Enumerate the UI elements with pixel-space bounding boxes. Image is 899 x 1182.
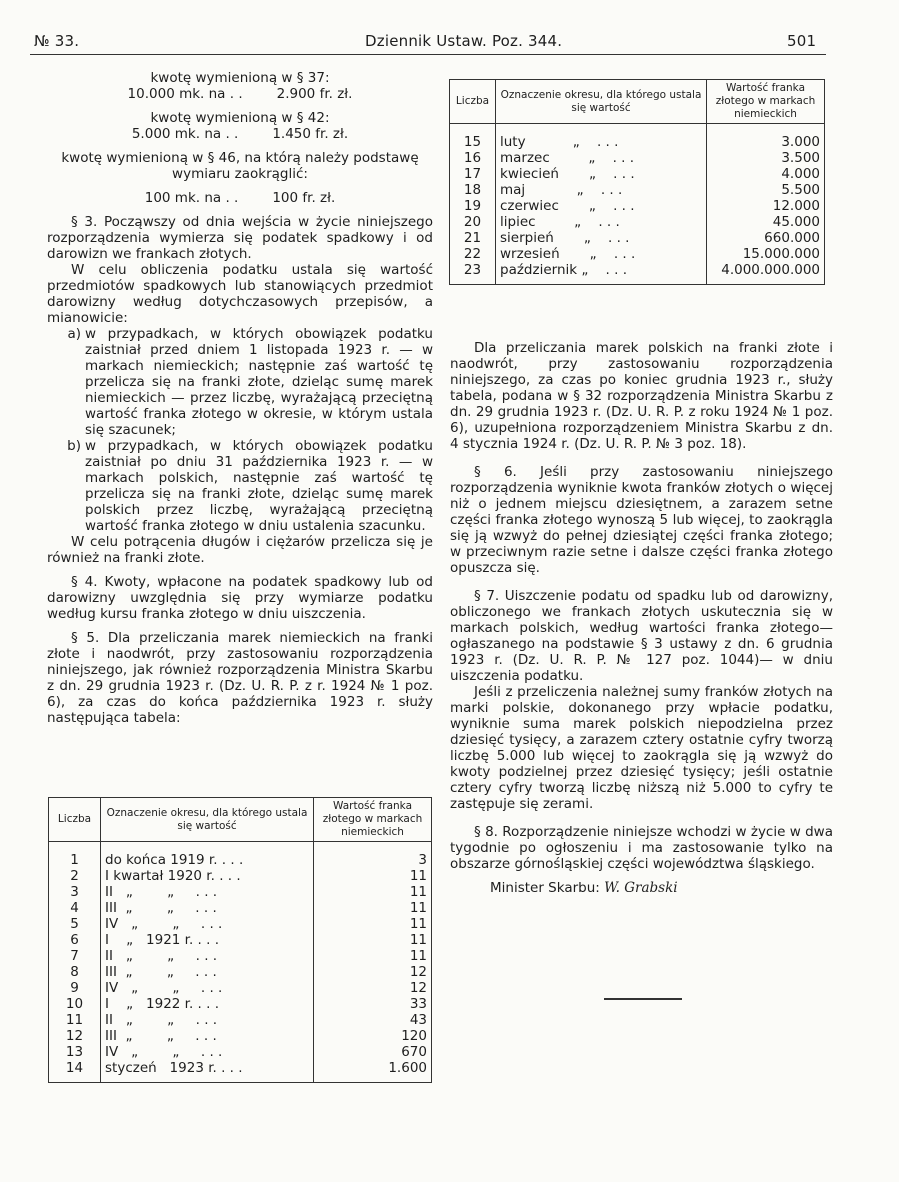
row-period: II „ „ . . . [101, 948, 314, 964]
list-item-a [47, 326, 433, 438]
conversion-table-1 [48, 797, 432, 1083]
row-period: lipiec „ . . . [496, 214, 707, 230]
left-column [47, 70, 433, 726]
row-value: 120 [314, 1028, 432, 1044]
row-period: luty „ . . . [496, 124, 707, 151]
row-value: 11 [314, 868, 432, 884]
row-period: III „ „ . . . [101, 1028, 314, 1044]
row-period: styczeń 1923 r. . . . [101, 1060, 314, 1083]
row-period: I „ 1921 r. . . . [101, 932, 314, 948]
list-item-b [47, 438, 433, 534]
row-number: 1 [49, 842, 101, 869]
amount-row-s42 [47, 126, 433, 142]
page-number: 501 [787, 32, 817, 50]
conversion-table-2 [449, 79, 825, 285]
amount-francs: 1.450 fr. zł. [272, 126, 349, 142]
list-text: w przypadkach, w których obowiązek podatku zaistniał po dniu 31 października 1923 r. — w markach polskich, następnie zaś wartość tę przelicza się na franki złote, dzieląc sumę marek polskich przez liczbę, wyrażającą przeciętną wartość franka złotego w dniu ustalenia szacunku. [85, 438, 433, 534]
row-period: III „ „ . . . [101, 964, 314, 980]
table-row [49, 916, 432, 932]
row-value: 3.500 [707, 150, 825, 166]
signature [490, 880, 833, 896]
row-value: 5.500 [707, 182, 825, 198]
row-value: 33 [314, 996, 432, 1012]
table-row [49, 996, 432, 1012]
row-value: 660.000 [707, 230, 825, 246]
paragraph-5b: Dla przeliczania marek polskich na franki złote i naodwrót, przy zastosowaniu rozporządzenia niniejszego, za czas po koniec grudnia 1923 r., służy tabela, podana w § 32 rozporządzenia Ministra Skarbu z dn. 29 grudnia 1923 r. (Dz. U. R. P. z roku 1924 № 1 poz. 6), uzupełniona rozporządzeniem Ministra Skarbu z dn. 4 stycznia 1924 r. (Dz. U. R. P. № 3 poz. 18). [450, 340, 833, 452]
row-number: 6 [49, 932, 101, 948]
table-row [450, 246, 825, 262]
paragraph-7: § 7. Uiszczenie podatu od spadku lub od darowizny, obliczonego we frankach złotych uskutecznia się w markach polskich, według wartości franka złotego—ogłaszanego na podstawie § 3 ustawy z dn. 6 grudnia 1923 r. (Dz. U. R. P. № 127 poz. 1044)— w dniu uiszczenia podatku. [450, 588, 833, 684]
row-period: czerwiec „ . . . [496, 198, 707, 214]
row-value: 12 [314, 964, 432, 980]
table-row [450, 166, 825, 182]
table-row [450, 214, 825, 230]
row-period: IV „ „ . . . [101, 980, 314, 996]
row-number: 9 [49, 980, 101, 996]
row-value: 11 [314, 884, 432, 900]
row-period: kwiecień „ . . . [496, 166, 707, 182]
row-number: 20 [450, 214, 496, 230]
row-value: 11 [314, 916, 432, 932]
row-value: 12 [314, 980, 432, 996]
table-row [49, 884, 432, 900]
table-row [49, 842, 432, 869]
row-period: marzec „ . . . [496, 150, 707, 166]
amount-marks: 10.000 mk. na . . [127, 86, 243, 102]
row-period: II „ „ . . . [101, 1012, 314, 1028]
right-column [450, 340, 833, 896]
signature-name: W. Grabski [604, 880, 678, 896]
row-number: 19 [450, 198, 496, 214]
table-row [49, 868, 432, 884]
end-divider [604, 998, 682, 1000]
row-period: październik „ . . . [496, 262, 707, 285]
row-number: 11 [49, 1012, 101, 1028]
table-row [450, 198, 825, 214]
row-value: 11 [314, 900, 432, 916]
row-number: 5 [49, 916, 101, 932]
journal-title: Dziennik Ustaw. Poz. 344. [365, 32, 563, 50]
amount-row-s46 [47, 190, 433, 206]
header-divider [30, 54, 826, 55]
header-number: Liczba [450, 80, 496, 124]
row-value: 4.000 [707, 166, 825, 182]
list-text: w przypadkach, w których obowiązek podatku zaistniał przed dniem 1 listopada 1923 r. — w markach niemieckich; następnie zaś wartość tę przelicza się na franki złote, dzieląc sumę marek niemieckich — przez liczbę, wyrażającą przeciętną wartość franka złotego w okresie, w którym ustala się szacunek; [85, 326, 433, 438]
table-row [450, 124, 825, 151]
header-period: Oznaczenie okresu, dla którego ustala się wartość [101, 798, 314, 842]
row-period: II „ „ . . . [101, 884, 314, 900]
row-value: 670 [314, 1044, 432, 1060]
list-label: a) [67, 326, 81, 342]
row-period: III „ „ . . . [101, 900, 314, 916]
table-row [49, 932, 432, 948]
table-row [49, 1044, 432, 1060]
table-row [49, 948, 432, 964]
amount-marks: 100 mk. na . . [144, 190, 239, 206]
row-value: 45.000 [707, 214, 825, 230]
row-value: 4.000.000.000 [707, 262, 825, 285]
header-period: Oznaczenie okresu, dla którego ustala się wartość [496, 80, 707, 124]
row-period: I „ 1922 r. . . . [101, 996, 314, 1012]
amount-heading-s46: kwotę wymienioną w § 46, na którą należy podstawę wymiaru zaokrąglić: [61, 150, 419, 182]
row-number: 2 [49, 868, 101, 884]
table-row [450, 230, 825, 246]
row-number: 13 [49, 1044, 101, 1060]
amount-heading-s42: kwotę wymienioną w § 42: [150, 110, 330, 126]
row-number: 21 [450, 230, 496, 246]
row-number: 12 [49, 1028, 101, 1044]
table-header-row [49, 798, 432, 842]
table-row [49, 1012, 432, 1028]
paragraph-3b: W celu obliczenia podatku ustala się wartość przedmiotów spadkowych lub stanowiących przedmiot darowizny według dotychczasowych przepisów, a mianowicie: [47, 262, 433, 326]
paragraph-5: § 5. Dla przeliczania marek niemieckich na franki złote i naodwrót, przy zastosowaniu rozporządzenia niniejszego, jak również rozporządzenia Ministra Skarbu z dn. 29 grudnia 1923 r. (Dz. U. R. P. z r. 1924 № 1 poz. 6), za czas do końca października 1923 r. służy następująca tabela: [47, 630, 433, 726]
row-value: 3 [314, 842, 432, 869]
row-number: 14 [49, 1060, 101, 1083]
paragraph-4: § 4. Kwoty, wpłacone na podatek spadkowy lub od darowizny uwzględnia się przy wymiarze podatku według kursu franka złotego w dniu uiszczenia. [47, 574, 433, 622]
row-number: 4 [49, 900, 101, 916]
row-number: 8 [49, 964, 101, 980]
table-header-row [450, 80, 825, 124]
amount-francs: 2.900 fr. zł. [276, 86, 353, 102]
row-period: do końca 1919 r. . . . [101, 842, 314, 869]
row-value: 43 [314, 1012, 432, 1028]
header-number: Liczba [49, 798, 101, 842]
row-number: 23 [450, 262, 496, 285]
amount-row-s37 [47, 86, 433, 102]
row-value: 11 [314, 948, 432, 964]
amount-marks: 5.000 mk. na . . [131, 126, 239, 142]
row-number: 16 [450, 150, 496, 166]
table-row [49, 900, 432, 916]
row-period: IV „ „ . . . [101, 1044, 314, 1060]
issue-number: № 33. [34, 32, 80, 50]
row-number: 18 [450, 182, 496, 198]
row-number: 3 [49, 884, 101, 900]
row-period: sierpień „ . . . [496, 230, 707, 246]
amount-heading-s37: kwotę wymienioną w § 37: [150, 70, 330, 86]
amount-francs: 100 fr. zł. [272, 190, 336, 206]
paragraph-8: § 8. Rozporządzenie niniejsze wchodzi w życie w dwa tygodnie po ogłoszeniu i ma zastosowanie tylko na obszarze górnośląskiej części województwa śląskiego. [450, 824, 833, 872]
paragraph-3: § 3. Począwszy od dnia wejścia w życie niniejszego rozporządzenia wymierza się podatek spadkowy i od darowizn we frankach złotych. [47, 214, 433, 262]
table-row [49, 1028, 432, 1044]
row-number: 10 [49, 996, 101, 1012]
table-row [49, 980, 432, 996]
table-row [450, 150, 825, 166]
header-value: Wartość franka złotego w markach niemieckich [314, 798, 432, 842]
paragraph-6: § 6. Jeśli przy zastosowaniu niniejszego rozporządzenia wyniknie kwota franków złotych o więcej niż o jednem miejscu dziesiętnem, a zarazem setne części franka złotego wynoszą 5 lub więcej, to zaokrągla się ją wzwyż do pełnej dziesiątej części franka złotego; w przeciwnym razie setne i dalsze części franka złotego opuszcza się. [450, 464, 833, 576]
row-period: I kwartał 1920 r. . . . [101, 868, 314, 884]
table-row [450, 262, 825, 285]
row-value: 3.000 [707, 124, 825, 151]
header-value: Wartość franka złotego w markach niemieckich [707, 80, 825, 124]
row-period: maj „ . . . [496, 182, 707, 198]
list-label: b) [67, 438, 81, 454]
table-row [49, 964, 432, 980]
row-value: 12.000 [707, 198, 825, 214]
row-number: 15 [450, 124, 496, 151]
paragraph-7b: Jeśli z przeliczenia należnej sumy franków złotych na marki polskie, dokonanego przy wpłacie podatku, wyniknie suma marek polskich niepodzielna przez dziesięć tysięcy, a zarazem cztery ostatnie cyfry tworzą liczbę 5.000 lub więcej to zaokrągla się ją wzwyż do kwoty podzielnej przez dziesięć tysięcy; jeśli ostatnie cztery cyfry tworzą liczbę niższą niż 5.000 to cyfry te zastępuje się zerami. [450, 684, 833, 812]
row-number: 7 [49, 948, 101, 964]
table-row [49, 1060, 432, 1083]
row-value: 11 [314, 932, 432, 948]
paragraph-3c: W celu potrącenia długów i ciężarów przelicza się je również na franki złote. [47, 534, 433, 566]
row-period: wrzesień „ . . . [496, 246, 707, 262]
row-value: 15.000.000 [707, 246, 825, 262]
row-value: 1.600 [314, 1060, 432, 1083]
signature-role: Minister Skarbu: [490, 880, 600, 896]
row-period: IV „ „ . . . [101, 916, 314, 932]
row-number: 17 [450, 166, 496, 182]
row-number: 22 [450, 246, 496, 262]
table-row [450, 182, 825, 198]
